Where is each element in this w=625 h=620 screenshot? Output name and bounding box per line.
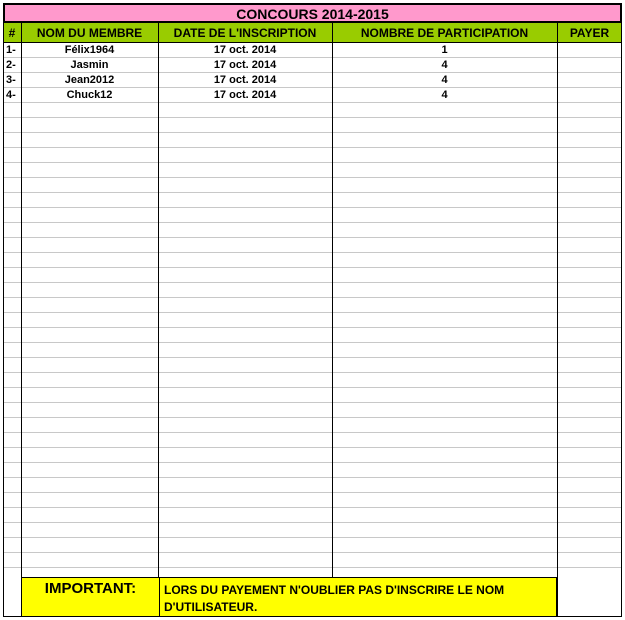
column-header-date[interactable]: DATE DE L'INSCRIPTION xyxy=(173,26,317,40)
participation-count[interactable]: 1 xyxy=(441,44,448,56)
row-number[interactable]: 4- xyxy=(6,89,16,101)
paid-cell[interactable] xyxy=(557,43,622,58)
column-divider xyxy=(158,23,159,579)
data-grid xyxy=(3,43,622,577)
inscription-date[interactable]: 17 oct. 2014 xyxy=(213,89,277,101)
participation-count[interactable]: 4 xyxy=(441,59,448,71)
table-row xyxy=(3,73,622,88)
grid-border-left xyxy=(3,23,4,617)
table-row xyxy=(3,88,622,103)
participation-count[interactable]: 4 xyxy=(441,89,448,101)
paid-cell[interactable] xyxy=(557,73,622,88)
inscription-date[interactable]: 17 oct. 2014 xyxy=(213,74,277,86)
column-header-member[interactable]: NOM DU MEMBRE xyxy=(36,26,143,40)
paid-cell[interactable] xyxy=(557,88,622,103)
column-divider xyxy=(332,23,333,579)
spreadsheet xyxy=(3,3,622,617)
member-name[interactable]: Félix1964 xyxy=(64,44,115,56)
important-label[interactable]: IMPORTANT: xyxy=(22,578,160,616)
participation-count[interactable]: 4 xyxy=(441,74,448,86)
column-divider xyxy=(557,23,558,617)
column-divider xyxy=(21,23,22,617)
inscription-date[interactable]: 17 oct. 2014 xyxy=(213,44,277,56)
column-header-count[interactable]: NOMBRE DE PARTICIPATION xyxy=(360,26,529,40)
table-row xyxy=(3,58,622,73)
row-number[interactable]: 3- xyxy=(6,74,16,86)
row-number[interactable]: 1- xyxy=(6,44,16,56)
inscription-date[interactable]: 17 oct. 2014 xyxy=(213,59,277,71)
member-name[interactable]: Jean2012 xyxy=(64,74,115,86)
column-header-paid[interactable]: PAYER xyxy=(569,26,610,40)
grid-border-bottom xyxy=(3,616,622,617)
table-row xyxy=(3,43,622,58)
member-name[interactable]: Chuck12 xyxy=(66,89,113,101)
member-name[interactable]: Jasmin xyxy=(70,59,109,71)
sheet-title[interactable]: CONCOURS 2014-2015 xyxy=(3,3,622,23)
important-notice xyxy=(21,577,557,617)
column-header-row xyxy=(3,23,622,43)
column-header-number[interactable]: # xyxy=(8,26,16,40)
grid-border-right xyxy=(621,23,622,617)
important-message[interactable]: LORS DU PAYEMENT N'OUBLIER PAS D'INSCRIRE LE NOM D'UTILISATEUR. xyxy=(164,583,505,614)
paid-cell[interactable] xyxy=(557,58,622,73)
row-number[interactable]: 2- xyxy=(6,59,16,71)
